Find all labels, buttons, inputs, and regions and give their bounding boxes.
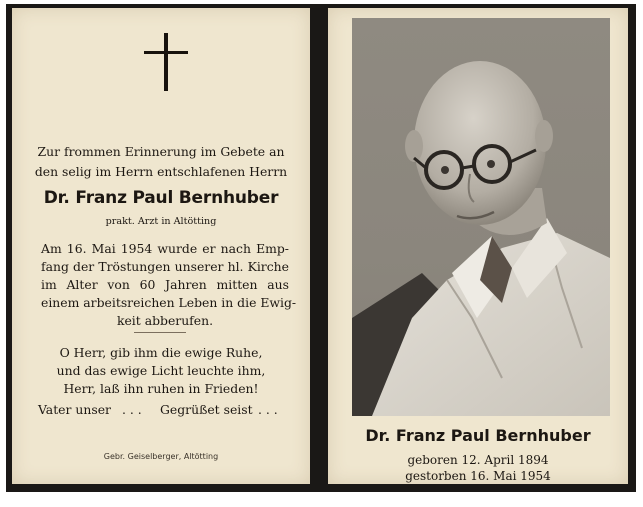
portrait-illustration <box>352 18 610 416</box>
body-line: einem arbeitsreichen Leben in die Ewig- <box>41 295 297 310</box>
life-dates <box>328 452 628 484</box>
portrait-photo <box>352 18 610 416</box>
deceased-name: Dr. Franz Paul Bernhuber <box>43 188 279 208</box>
profession-subtitle: prakt. Arzt in Altötting <box>105 216 217 227</box>
left-panel <box>12 8 310 484</box>
prayer-line: und das ewige Licht leuchte ihm, <box>56 363 266 378</box>
portrait-name: Dr. Franz Paul Bernhuber <box>365 426 591 445</box>
birth-date: geboren 12. April 1894 <box>407 453 549 467</box>
prayer-line: O Herr, gib ihm die ewige Ruhe, <box>59 345 263 360</box>
body-line: fang der Tröstungen unserer hl. Kirche <box>41 259 289 274</box>
body-line: im Alter von 60 Jahren mitten aus <box>41 277 289 292</box>
printer-credit: Gebr. Geiselberger, Altötting <box>103 452 219 461</box>
memorial-card <box>6 4 636 492</box>
right-panel <box>328 8 628 484</box>
intro-line: den selig im Herrn entschlafenen Herrn <box>34 164 288 179</box>
death-date: gestorben 16. Mai 1954 <box>405 469 551 483</box>
cross-icon <box>144 33 188 91</box>
prayer-text <box>12 344 310 398</box>
intro-text <box>12 142 310 182</box>
divider-line <box>134 332 186 333</box>
gegruesset-seist: Gegrüßet seist <box>160 402 253 417</box>
closing-dots: . . . <box>258 402 278 417</box>
body-line: Am 16. Mai 1954 wurde er nach Emp- <box>41 241 289 256</box>
closing-dots: . . . <box>122 402 142 417</box>
prayer-line: Herr, laß ihn ruhen in Frieden! <box>63 381 259 396</box>
intro-line: Zur frommen Erinnerung im Gebete an <box>37 144 285 159</box>
obituary-body <box>41 240 297 330</box>
vater-unser: Vater unser <box>38 402 111 417</box>
body-line: keit abberufen. <box>116 313 214 328</box>
